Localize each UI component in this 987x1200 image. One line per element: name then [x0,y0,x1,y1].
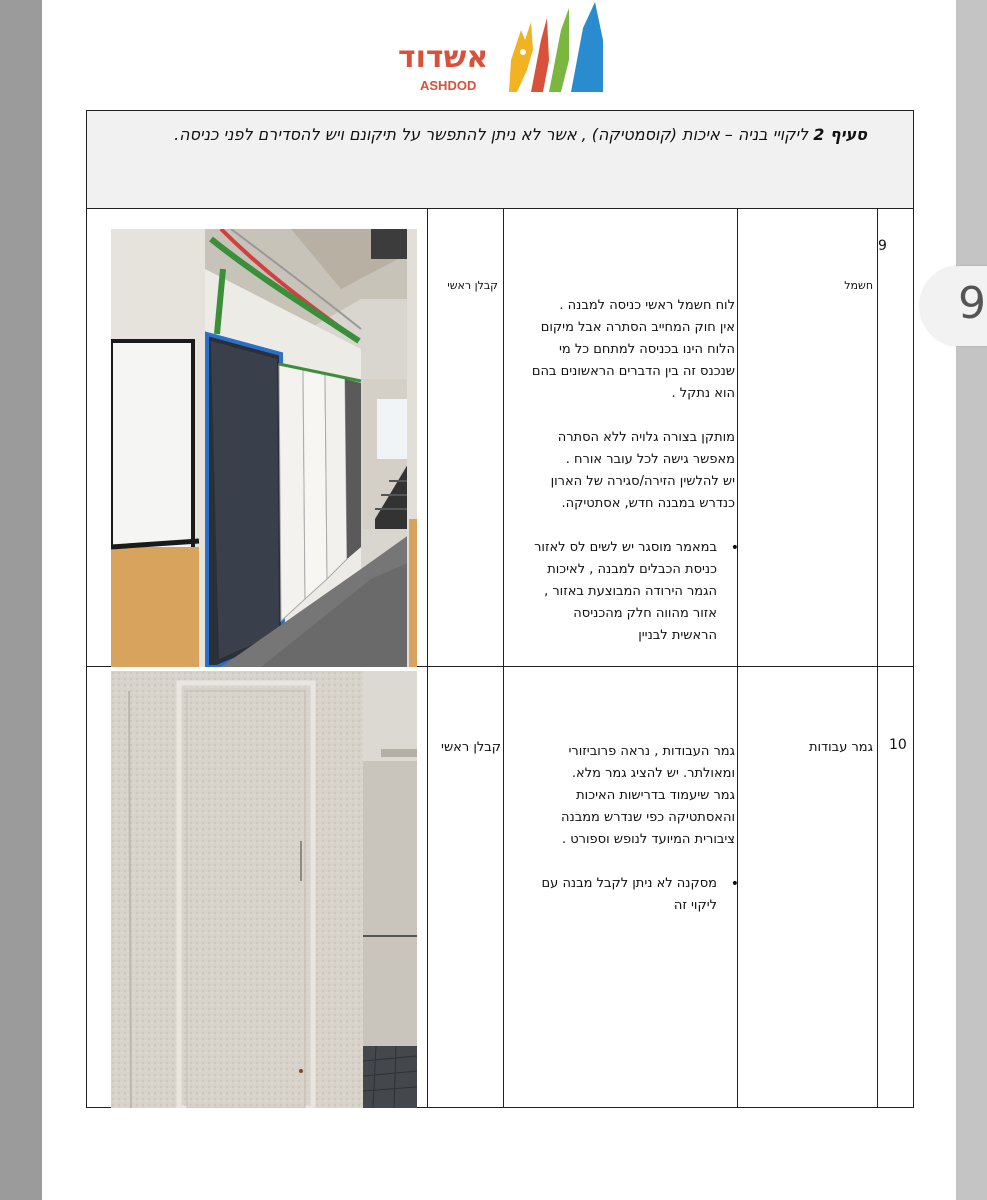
bullet-line: הראשית לבניין [638,628,717,643]
description-line: גמר העבודות , נראה פרוביזורי [568,744,735,759]
description-line [507,405,735,427]
row-description [507,741,735,917]
section-title: ליקויי בניה – איכות (קוסמטיקה) , אשר לא ניתן להתפשר על תיקונם ויש להסדירם לפני כניסה. [174,125,809,144]
description-line: שנכנס זה בין הדברים הראשונים בהם [531,364,735,379]
description-line: כנדרש במבנה חדש, אסתטיקה. [561,496,735,511]
page-number: 9 [958,278,986,329]
description-line: לוח חשמל ראשי כניסה למבנה . [559,298,735,313]
scrollbar-right[interactable] [956,0,987,1200]
row-responsible: קבלן ראשי [447,279,498,292]
bullet-list [507,537,735,647]
column-divider [877,208,878,1107]
ashdod-logo [398,0,606,100]
bullet-line: הגמר הירודה המבוצעת באזור , [544,584,717,599]
bullet-item [507,537,717,647]
bullet-item [507,873,717,917]
description-line: ציבורית המיועד לנופש וספורט . [561,832,735,847]
description-line: והאסתטיקה כפי שנדרש ממבנה [561,810,735,825]
row-category: גמר עבודות [808,740,873,755]
row-category: חשמל [844,279,873,292]
bullet-line: • מסקנה לא ניתן לקבל מבנה עם [541,876,717,891]
section-header [174,125,867,144]
description-line: גמר שיעמוד בדרישות האיכות [576,788,735,803]
description-line: יש להלשין הזירה/סגירה של הארון [550,474,735,489]
bullet-line: • במאמר מוסגר יש לשים לס לאזור [534,540,717,555]
row-number: 10 [889,737,907,753]
description-line: אין חוק המחייב הסתרה אבל מיקום [540,320,735,335]
section-header-row [87,111,913,209]
row-number: 9 [878,238,887,254]
bullet-line: כניסת הכבלים למבנה , לאיכות [547,562,717,577]
section-number: סעיף 2 [813,125,867,144]
row-responsible: קבלן ראשי [441,740,501,755]
bullet-line: אזור מהווה חלק מהכניסה [573,606,717,621]
bullet-list [507,873,735,917]
description-line: הלוח הינו בכניסה למתחם כל מי [558,342,735,357]
logo-mark-icon [503,0,605,96]
bullet-line: ליקוי זה [673,898,717,913]
description-line: ומאולתר. יש להציג גמר מלא. [571,766,735,781]
description-line: מאפשר גישה לכל עובר אורח . [565,452,735,467]
description-line: הוא נתקל . [671,386,735,401]
description-line: מותקן בצורה גלויה ללא הסתרה [557,430,735,445]
electrical-panel-photo [111,229,417,667]
column-divider [737,208,738,1107]
logo-hebrew-text: אשדוד [398,40,489,75]
column-divider [503,208,504,1107]
row-description [507,295,735,647]
logo-english-text: ASHDOD [420,78,477,93]
wall-finish-photo [111,671,417,1108]
defects-table [86,110,914,1108]
column-divider [427,208,428,1107]
